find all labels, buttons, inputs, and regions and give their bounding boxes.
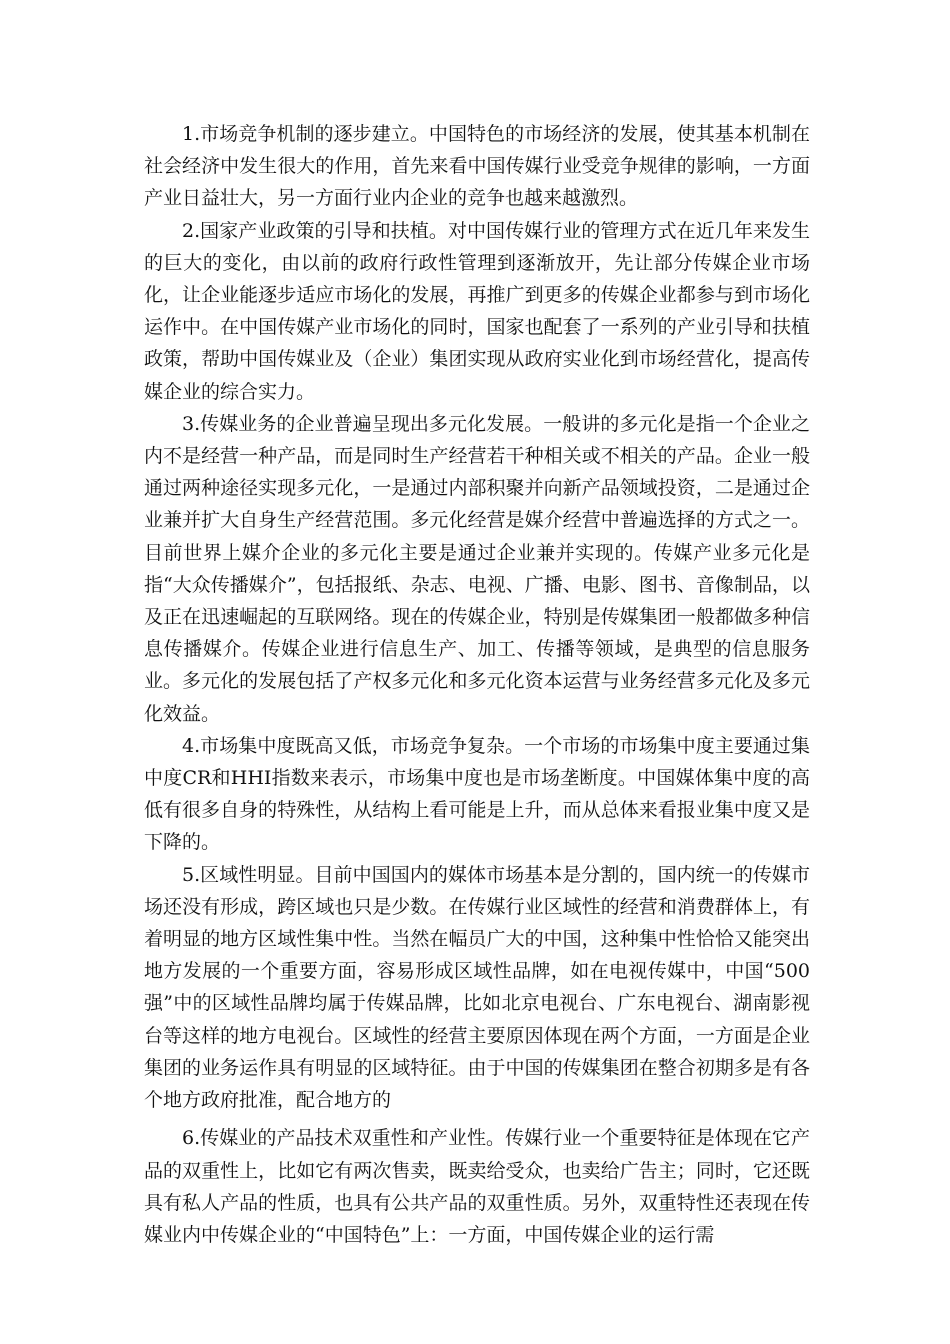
paragraph-6: 6.传媒业的产品技术双重性和产业性。传媒行业一个重要特征是体现在它产品的双重性上，比如它有两次售卖，既卖给受众，也卖给广告主；同时，它还既具有私人产品的性质，也具有公共产品的双重性质。另外，双重特性还表现在传媒业内中传媒企业的“中国特色”上：一方面，中国传媒企业的运行需 [144,1127,810,1246]
paragraph-5: 5.区域性明显。目前中国国内的媒体市场基本是分割的，国内统一的传媒市场还没有形成，跨区域也只是少数。在传媒行业区域性的经营和消费群体上，有着明显的地方区域性集中性。当然在幅员广大的中国，这种集中性恰恰又能突出地方发展的一个重要方面，容易形成区域性品牌，如在电视传媒中，中国“500强”中的区域性品牌均属于传媒品牌，比如北京电视台、广东电视台、湖南影视台等这样的地方电视台。区域性的经营主要原因体现在两个方面，一方面是企业集团的业务运作具有明显的区域特征。由于中国的传媒集团在整合初期多是有各个地方政府批准，配合地方的 [144,863,810,1112]
paragraph-4: 4.市场集中度既高又低，市场竞争复杂。一个市场的市场集中度主要通过集中度CR和HHI指数来表示，市场集中度也是市场垄断度。中国媒体集中度的高低有很多自身的特殊性，从结构上看可能是上升，而从总体来看报业集中度又是下降的。 [144,734,810,854]
paragraph-2: 2.国家产业政策的引导和扶植。对中国传媒行业的管理方式在近几年来发生的巨大的变化，由以前的政府行政性管理到逐渐放开，先让部分传媒企业市场化，让企业能逐步适应市场化的发展，再推广到更多的传媒企业都参与到市场化运作中。在中国传媒产业市场化的同时，国家也配套了一系列的产业引导和扶植政策，帮助中国传媒业及（企业）集团实现从政府实业化到市场经营化，提高传媒企业的综合实力。 [144,219,810,403]
paragraph-1: 1.市场竞争机制的逐步建立。中国特色的市场经济的发展，使其基本机制在社会经济中发生很大的作用，首先来看中国传媒行业受竞争规律的影响，一方面产业日益壮大，另一方面行业内企业的竞争也越来越激烈。 [144,123,810,210]
paragraph-3: 3.传媒业务的企业普遍呈现出多元化发展。一般讲的多元化是指一个企业之内不是经营一种产品，而是同时生产经营若干种相关或不相关的产品。企业一般通过两种途径实现多元化，一是通过内部积聚并向新产品领域投资，二是通过企业兼并扩大自身生产经营范围。多元化经营是媒介经营中普遍选择的方式之一。目前世界上媒介企业的多元化主要是通过企业兼并实现的。传媒产业多元化是指“大众传播媒介”，包括报纸、杂志、电视、广播、电影、图书、音像制品，以及正在迅速崛起的互联网络。现在的传媒企业，特别是传媒集团一般都做多种信息传播媒介。传媒企业进行信息生产、加工、传播等领域，是典型的信息服务业。多元化的发展包括了产权多元化和多元化资本运营与业务经营多元化及多元化效益。 [144,412,810,725]
document-body [144,118,810,1251]
